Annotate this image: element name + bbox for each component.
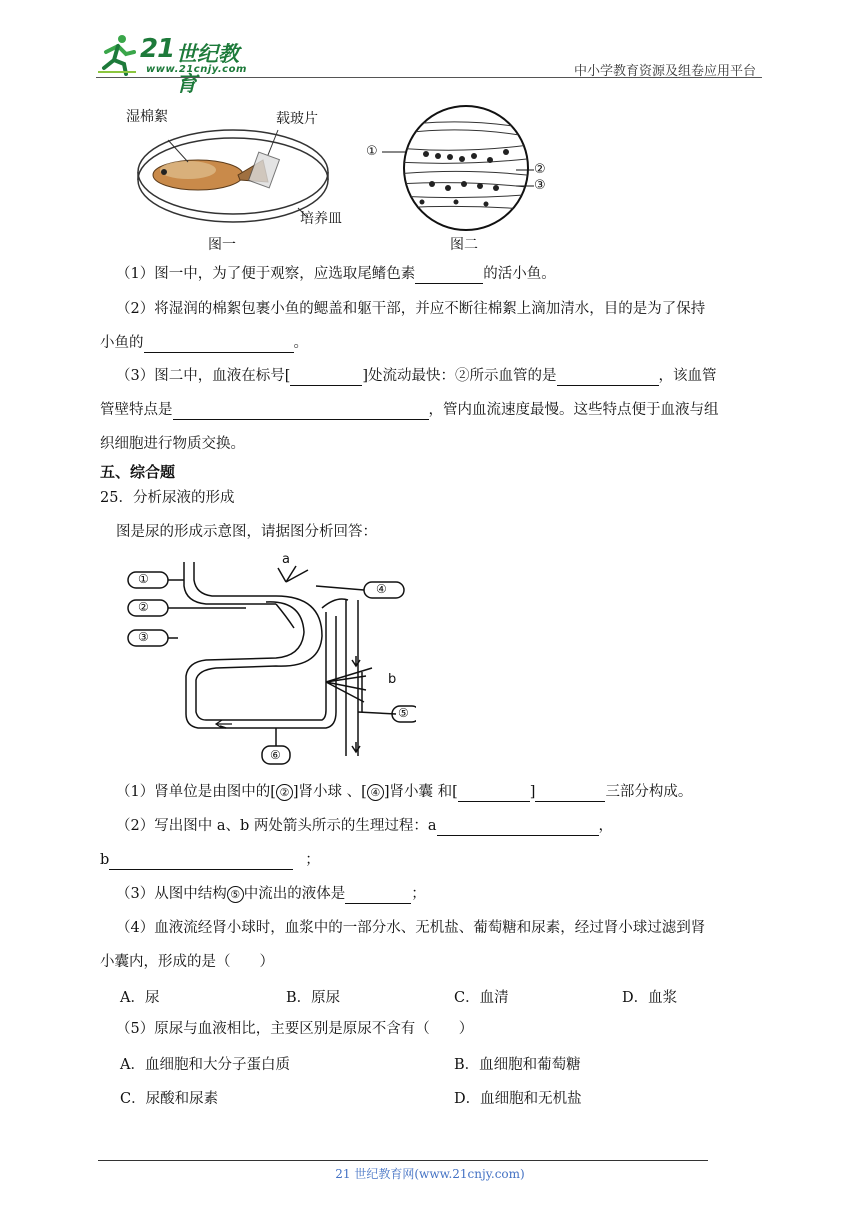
- q25-blank-1a[interactable]: [458, 785, 530, 802]
- q25-sub2-line2: b ；: [100, 852, 320, 868]
- q25-blank-2a[interactable]: [437, 819, 599, 836]
- site-logo: [96, 32, 256, 96]
- q24-blank-1[interactable]: [415, 267, 483, 284]
- figure-1: [128, 100, 358, 255]
- nephron-marker-4: ④: [376, 582, 387, 596]
- figure-2: [366, 104, 556, 254]
- q25-intro: 图是尿的形成示意图，请据图分析回答：: [116, 524, 377, 540]
- header-platform-text: 中小学教育资源及组卷应用平台: [573, 64, 756, 79]
- q24-blank-3[interactable]: [290, 369, 362, 386]
- logo-text: 世纪教育: [176, 42, 239, 96]
- marker-2: ②: [534, 162, 546, 177]
- nephron-marker-3: ③: [138, 630, 149, 644]
- q25-blank-3[interactable]: [345, 887, 411, 904]
- q25-sub4-line2: 小囊内，形成的是（ ）: [100, 954, 274, 970]
- q25-sub4-option-d[interactable]: D．血浆: [622, 990, 678, 1006]
- nephron-diagram: [126, 552, 416, 768]
- q25-blank-2b[interactable]: [109, 853, 293, 870]
- q25-sub5-option-b[interactable]: B．血细胞和葡萄糖: [454, 1057, 581, 1073]
- footer-link[interactable]: 21 世纪教育网(www.21cnjy.com): [335, 1167, 525, 1181]
- q25-sub4-option-b[interactable]: B．原尿: [286, 990, 341, 1006]
- q25-sub3: （3）从图中结构 ⑤ 中流出的液体是 ；: [116, 886, 426, 902]
- q25-sub5-option-a[interactable]: A．血细胞和大分子蛋白质: [120, 1057, 290, 1073]
- q25-sub4-option-a[interactable]: A．尿: [120, 990, 160, 1006]
- marker-3: ③: [534, 178, 546, 193]
- nephron-marker-6: ⑥: [270, 748, 281, 762]
- nephron-label-a: a: [282, 552, 290, 567]
- marker-1: ①: [366, 144, 378, 159]
- logo-number: 21: [140, 34, 175, 64]
- nephron-marker-5: ⑤: [398, 706, 409, 720]
- q25-sub5-option-c[interactable]: C．尿酸和尿素: [120, 1091, 219, 1107]
- header-divider: [96, 77, 762, 78]
- q24-blank-4[interactable]: [557, 369, 659, 386]
- q24-part3-line2: 管壁特点是 ，管内血流速度最慢。这些特点便于血液与组: [100, 402, 719, 418]
- figure-1-caption: 图一: [208, 237, 236, 253]
- blood-vessel-micrograph: [366, 104, 556, 234]
- q25-sub4-line1: （4）血液流经肾小球时，血浆中的一部分水、无机盐、葡萄糖和尿素，经过肾小球过滤到肾: [116, 920, 706, 936]
- q24-part3-line1: （3）图二中，血液在标号[ ]处流动最快：②所示血管的是 ，该血管: [116, 368, 717, 384]
- label-petri-dish: 培养皿: [300, 211, 342, 227]
- q25-sub5-option-d[interactable]: D．血细胞和无机盐: [454, 1091, 582, 1107]
- figure-2-caption: 图二: [450, 237, 478, 253]
- q24-blank-5[interactable]: [173, 403, 429, 420]
- label-wet-cotton: 湿棉絮: [126, 109, 168, 125]
- q24-part2-line1: （2）将湿润的棉絮包裹小鱼的鳃盖和躯干部，并应不断往棉絮上滴加清水，目的是为了保持: [116, 301, 706, 317]
- footer-divider: [98, 1160, 708, 1161]
- nephron-marker-2: ②: [138, 600, 149, 614]
- q25-sub1: （1）肾单位是由图中的[ ② ]肾小球 、[ ④ ]肾小囊 和[ ] 三部分构成。: [116, 784, 693, 800]
- q24-blank-2[interactable]: [144, 336, 294, 353]
- q25-sub4-option-c[interactable]: C．血清: [454, 990, 509, 1006]
- nephron-label-b: b: [388, 672, 397, 687]
- q25-sub2-line1: （2）写出图中 a、b 两处箭头所示的生理过程：a ，: [116, 818, 614, 834]
- q25-sub5: （5）原尿与血液相比，主要区别是原尿不含有（ ）: [116, 1021, 474, 1037]
- q25-blank-1b[interactable]: [535, 785, 605, 802]
- q24-part1: （1）图一中，为了便于观察，应选取尾鳍色素 的活小鱼。: [116, 266, 556, 282]
- q25-title: 25．分析尿液的形成: [100, 490, 235, 506]
- runner-icon: [96, 32, 140, 76]
- section-title: 五、综合题: [100, 463, 176, 481]
- logo-url: www.21cnjy.com: [146, 64, 247, 75]
- q24-part3-line3: 织细胞进行物质交换。: [100, 436, 245, 452]
- q24-part2-line2: 小鱼的 。: [100, 335, 308, 351]
- label-glass-slide: 载玻片: [276, 111, 318, 127]
- urine-formation-diagram: [126, 556, 416, 768]
- nephron-marker-1: ①: [138, 572, 149, 586]
